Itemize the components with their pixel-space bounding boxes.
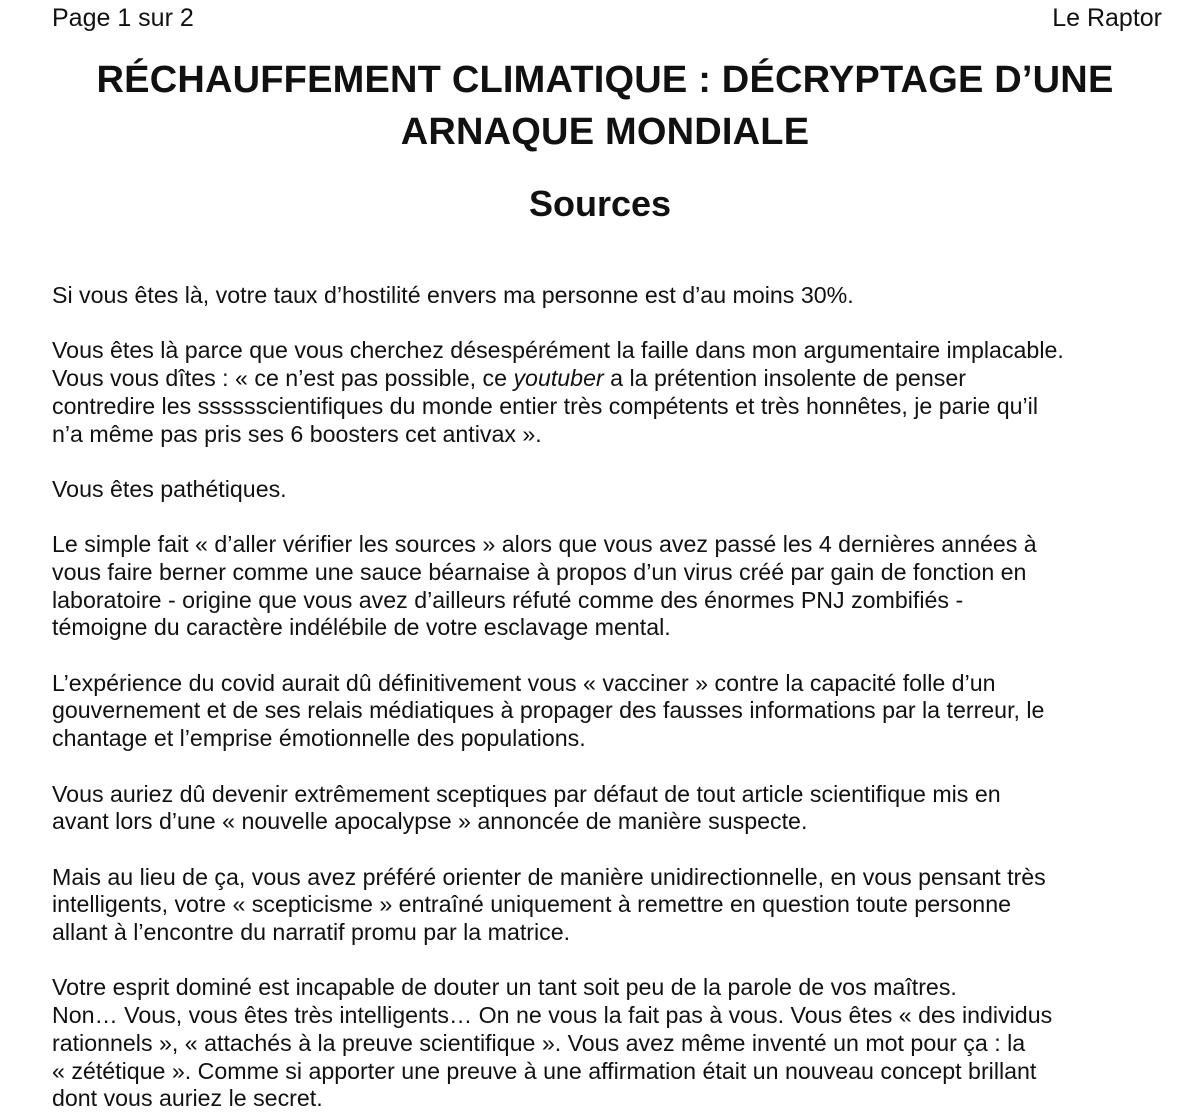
italic-term: youtuber [513,365,604,392]
paragraph [52,282,1170,310]
paragraph [52,337,1170,448]
title-line: RÉCHAUFFEMENT CLIMATIQUE : DÉCRYPTAGE D’UNE [96,59,1114,101]
paragraph [52,864,1170,947]
paragraph [52,476,1170,504]
text-line: intelligents, votre « scepticisme » entraîné uniquement à remettre en question toute personne [52,891,1011,918]
text-line: « zététique ». Comme si apporter une preuve à une affirmation était un nouveau concept brillant [52,1057,1037,1084]
text-line: Vous auriez dû devenir extrêmement sceptiques par défaut de tout article scientifique mis en [52,780,1001,807]
text-line: Si vous êtes là, votre taux d’hostilité envers ma personne est d’au moins 30%. [52,282,854,308]
paragraph [52,974,1170,1113]
text-line: rationnels », « attachés à la preuve scientifique ». Vous avez même inventé un mot pour ça : la [52,1029,1026,1056]
document-title [20,54,1190,158]
section-heading: Sources [528,183,672,224]
text-line: laboratoire - origine que vous avez d’ailleurs réfuté comme des énormes PNJ zombifiés - [52,586,964,613]
text-line: chantage et l’emprise émotionnelle des populations. [52,725,586,752]
text-line: Votre esprit dominé est incapable de douter un tant soit peu de la parole de vos maîtres. [52,974,957,1001]
title-line: ARNAQUE MONDIALE [400,111,810,153]
text-line: Mais au lieu de ça, vous avez préféré orienter de manière unidirectionnelle, en vous pensant très [52,863,1046,890]
page-header [52,2,1162,36]
paragraph [52,531,1170,642]
text-line [52,365,1170,393]
text-line: n’a même pas pris ses 6 boosters cet antivax ». [52,420,542,447]
paragraph [52,781,1170,836]
document-body [52,282,1170,1113]
text-line: témoigne du caractère indélébile de votre esclavage mental. [52,614,671,641]
author-label: Le Raptor [1052,4,1162,32]
text-line: vous faire berner comme une sauce béarnaise à propos d’un virus créé par gain de fonction en [52,558,1027,585]
text-line: allant à l’encontre du narratif promu par la matrice. [52,919,571,946]
text-line: Vous êtes là parce que vous cherchez désespérément la faille dans mon argumentaire implacable. [52,337,1064,364]
text-segment: a la prétention insolente de penser [603,365,966,392]
text-line: gouvernement et de ses relais médiatiques à propager des fausses informations par la terreur, le [52,697,1045,724]
page-number-label: Page 1 sur 2 [52,4,194,32]
text-line: Non… Vous, vous êtes très intelligents… On ne vous la fait pas à vous. Vous êtes « des individus [52,1002,1053,1029]
text-line: Le simple fait « d’aller vérifier les sources » alors que vous avez passé les 4 dernières années à [52,531,1037,558]
text-segment: Vous vous dîtes : « ce n’est pas possible, ce [52,365,514,392]
paragraph [52,670,1170,753]
text-line: L’expérience du covid aurait dû définitivement vous « vacciner » contre la capacité folle d’un [52,669,996,696]
text-line: contredire les sssssscientifiques du monde entier très compétents et très honnêtes, je parie qu’il [52,392,1038,419]
text-line: Vous êtes pathétiques. [52,475,287,502]
text-line: dont vous auriez le secret. [52,1085,323,1112]
text-line: avant lors d’une « nouvelle apocalypse » annoncée de manière suspecte. [52,808,808,835]
